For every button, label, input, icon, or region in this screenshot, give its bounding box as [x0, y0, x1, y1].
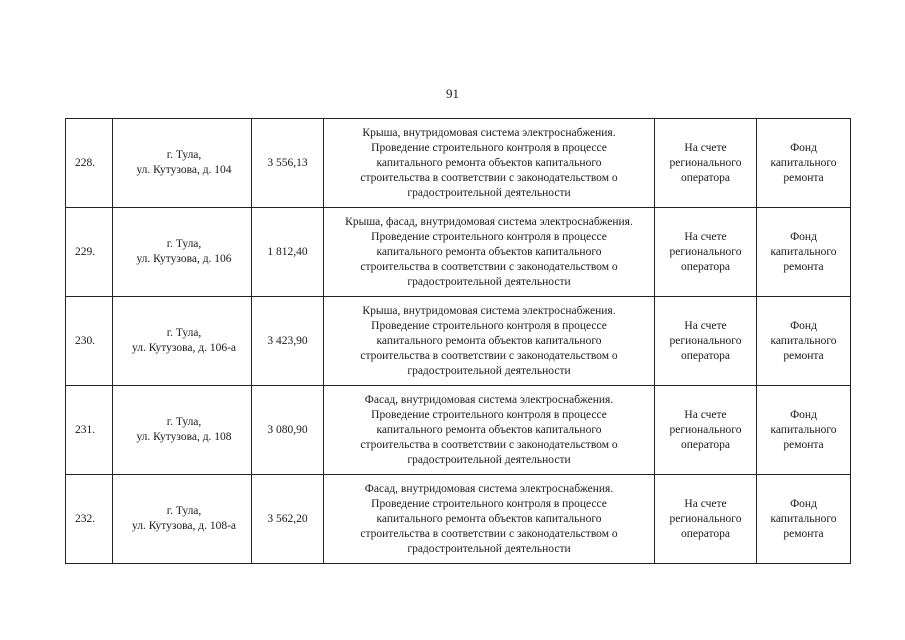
row-number: 231.	[66, 386, 113, 475]
area-cell: 3 423,90	[252, 297, 324, 386]
area-cell: 3 556,13	[252, 119, 324, 208]
works-cell: Крыша, внутридомовая система электроснабжения. Проведение строительного контроля в процессе капитального ремонта объектов капитального строительства в соответствии с законодательством о градостроительной деятельности	[324, 119, 655, 208]
account-cell: На счете регионального оператора	[655, 475, 757, 564]
works-cell: Фасад, внутридомовая система электроснабжения. Проведение строительного контроля в процессе капитального ремонта объектов капитального строительства в соответствии с законодательством о градостроительной деятельности	[324, 386, 655, 475]
fund-cell: Фонд капитального ремонта	[757, 386, 851, 475]
address-street: ул. Кутузова, д. 106	[136, 253, 232, 265]
row-number: 230.	[66, 297, 113, 386]
works-cell: Крыша, внутридомовая система электроснабжения. Проведение строительного контроля в процессе капитального ремонта объектов капитального строительства в соответствии с законодательством о градостроительной деятельности	[324, 297, 655, 386]
page-number: 91	[446, 86, 459, 101]
address-city: г. Тула,	[166, 505, 202, 517]
address-street: ул. Кутузова, д. 108	[136, 431, 232, 443]
fund-cell: Фонд капитального ремонта	[757, 475, 851, 564]
address-cell	[113, 119, 252, 208]
row-number: 229.	[66, 208, 113, 297]
area-cell: 1 812,40	[252, 208, 324, 297]
address-cell	[113, 297, 252, 386]
repair-program-table	[65, 118, 851, 564]
address-city: г. Тула,	[166, 327, 202, 339]
account-cell: На счете регионального оператора	[655, 386, 757, 475]
address-city: г. Тула,	[166, 416, 202, 428]
table-row	[66, 208, 851, 297]
fund-cell: Фонд капитального ремонта	[757, 208, 851, 297]
row-number: 232.	[66, 475, 113, 564]
address-cell	[113, 208, 252, 297]
works-cell: Фасад, внутридомовая система электроснабжения. Проведение строительного контроля в процессе капитального ремонта объектов капитального строительства в соответствии с законодательством о градостроительной деятельности	[324, 475, 655, 564]
area-cell: 3 080,90	[252, 386, 324, 475]
table-row	[66, 119, 851, 208]
address-street: ул. Кутузова, д. 106-а	[131, 342, 237, 354]
table-row	[66, 386, 851, 475]
address-street: ул. Кутузова, д. 108-а	[131, 520, 237, 532]
works-cell: Крыша, фасад, внутридомовая система электроснабжения. Проведение строительного контроля в процессе капитального ремонта объектов капитального строительства в соответствии с законодательством о градостроительной деятельности	[324, 208, 655, 297]
account-cell: На счете регионального оператора	[655, 119, 757, 208]
fund-cell: Фонд капитального ремонта	[757, 119, 851, 208]
address-city: г. Тула,	[166, 238, 202, 250]
address-city: г. Тула,	[166, 149, 202, 161]
area-cell: 3 562,20	[252, 475, 324, 564]
address-street: ул. Кутузова, д. 104	[136, 164, 232, 176]
address-cell	[113, 475, 252, 564]
address-cell	[113, 386, 252, 475]
table-row	[66, 297, 851, 386]
row-number: 228.	[66, 119, 113, 208]
fund-cell: Фонд капитального ремонта	[757, 297, 851, 386]
account-cell: На счете регионального оператора	[655, 297, 757, 386]
account-cell: На счете регионального оператора	[655, 208, 757, 297]
table-row	[66, 475, 851, 564]
